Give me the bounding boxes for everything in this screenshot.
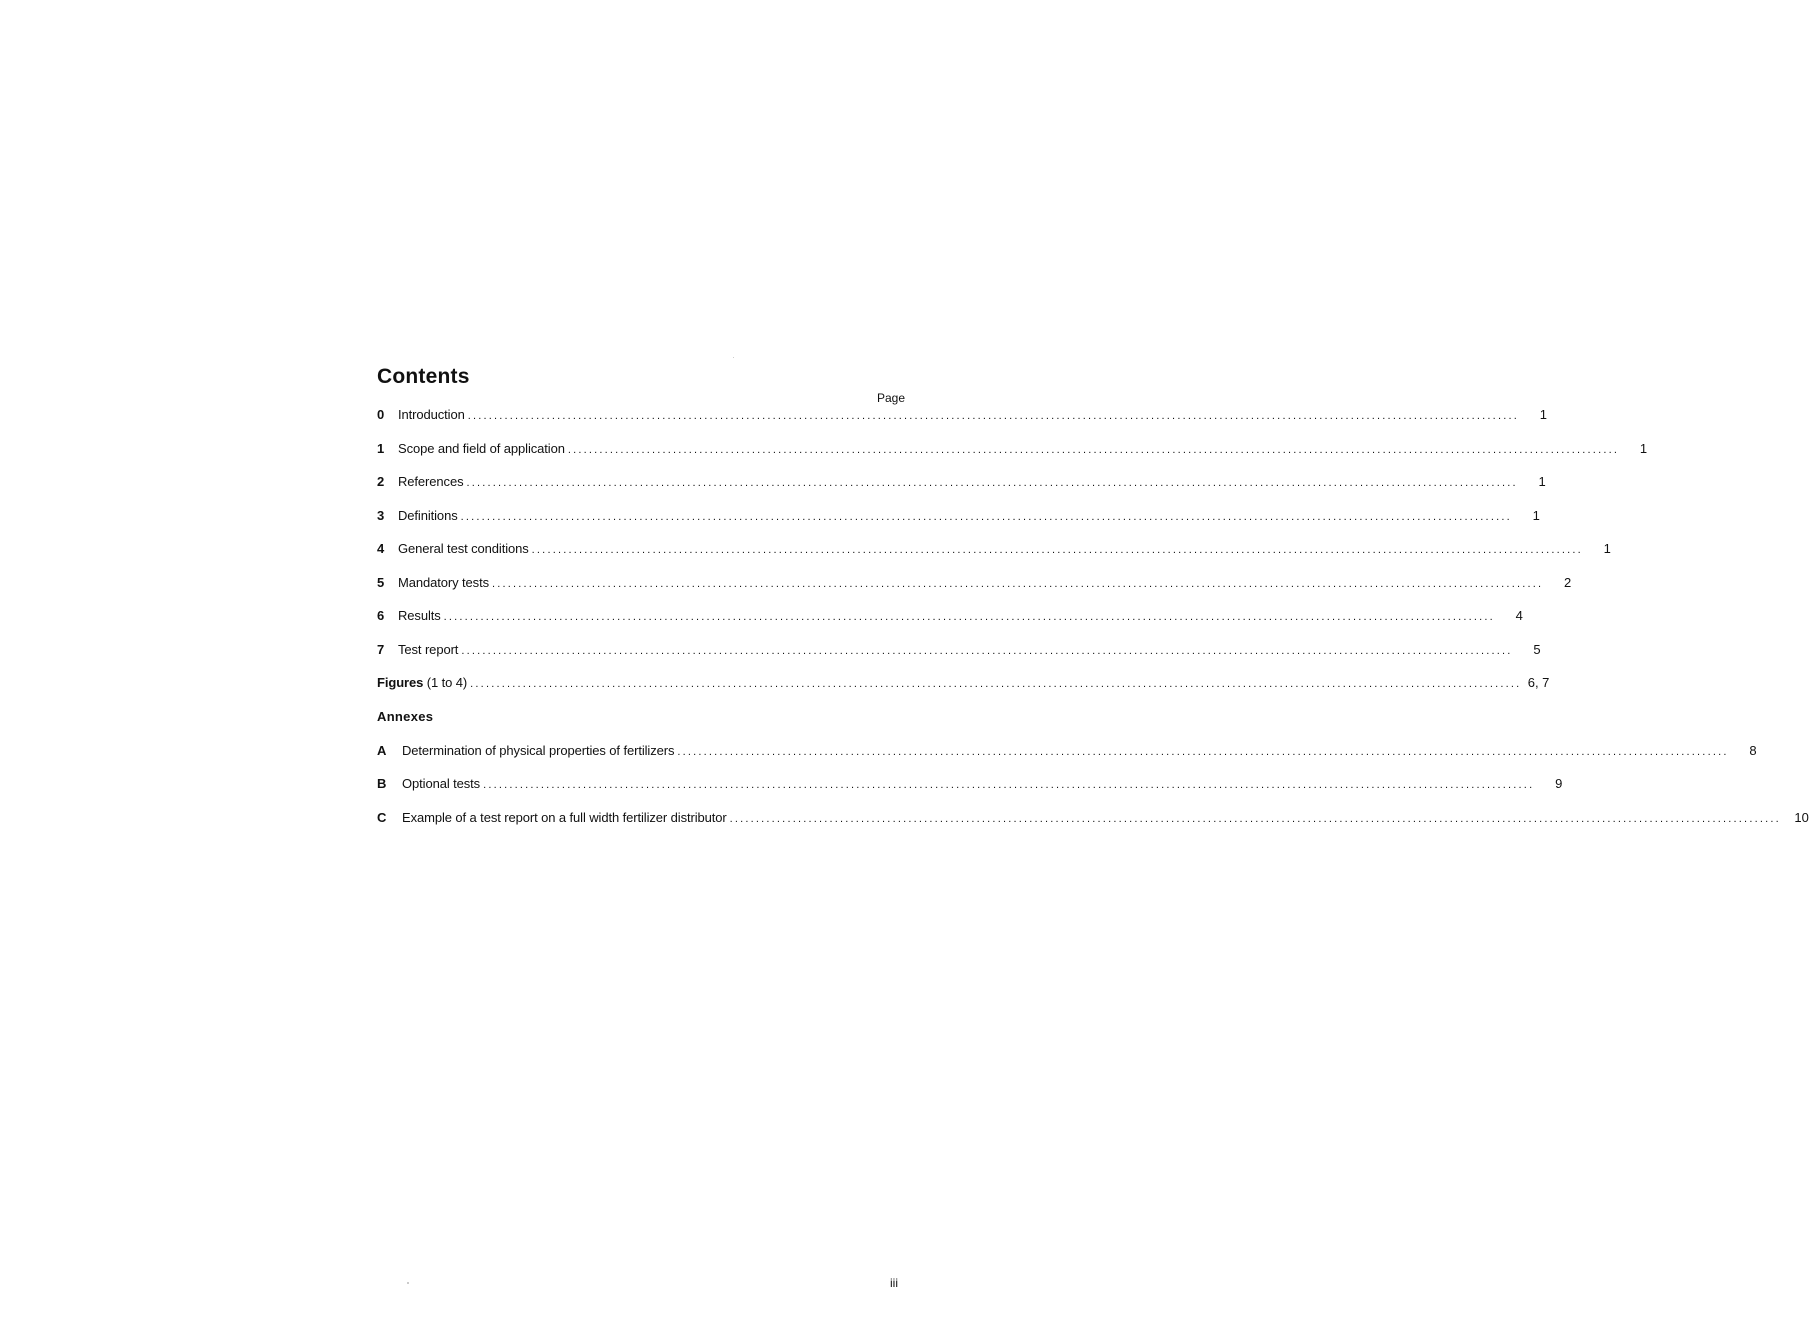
- toc-entry[interactable]: [377, 507, 1540, 542]
- toc-entry-label: Mandatory tests: [398, 574, 489, 590]
- dot-leader: ........................................................................................................................................................................................................: [492, 577, 1544, 590]
- toc-entry-page: 6, 7: [1527, 675, 1550, 690]
- annex-letter: B: [377, 776, 387, 791]
- dot-leader: ........................................................................................................................................................................................................: [460, 510, 1512, 523]
- figures-label-bold: Figures: [377, 675, 424, 690]
- dot-leader: ........................................................................................................................................................................................................: [729, 812, 1781, 825]
- annexes-heading: Annexes: [377, 708, 434, 724]
- toc-entry-label: Test report: [398, 641, 459, 657]
- dot-leader: ........................................................................................................................................................................................................: [483, 779, 1535, 791]
- annex-label: Optional tests: [402, 776, 481, 791]
- dot-leader: ........................................................................................................................................................................................................: [470, 678, 1522, 690]
- toc-entry[interactable]: [377, 440, 1648, 475]
- toc-entry-label: Scope and field of application: [398, 440, 565, 456]
- dot-leader: ........................................................................................................................................................................................................: [461, 644, 1513, 657]
- toc-entry-number: 0: [377, 407, 385, 422]
- dot-leader: ........................................................................................................................................................................................................: [567, 443, 1620, 456]
- toc-entry-figures[interactable]: [377, 675, 1550, 709]
- dot-leader: ........................................................................................................................................................................................................: [467, 410, 1519, 422]
- toc-entry-label: Introduction: [398, 407, 465, 422]
- scan-speck: [733, 357, 734, 358]
- scan-speck: [407, 1282, 409, 1284]
- toc-annex-entry[interactable]: [377, 809, 1809, 844]
- toc-entry-page: 9: [1555, 776, 1563, 791]
- toc-entry-number: 1: [377, 440, 385, 456]
- table-of-contents: [377, 364, 1809, 843]
- toc-entry[interactable]: [377, 541, 1611, 575]
- toc-entry-page: 1: [1538, 474, 1546, 489]
- toc-entry[interactable]: [377, 474, 1546, 508]
- toc-entry-number: 5: [377, 574, 385, 590]
- toc-entry-page: 8: [1749, 742, 1757, 758]
- toc-entry-label: Definitions: [398, 507, 458, 523]
- figures-label-range: (1 to 4): [426, 675, 468, 690]
- toc-entry-page: 1: [1532, 507, 1540, 523]
- toc-entry-label: General test conditions: [398, 541, 529, 556]
- dot-leader: ........................................................................................................................................................................................................: [466, 477, 1518, 489]
- toc-entry-page: 2: [1564, 574, 1572, 590]
- dot-leader: ........................................................................................................................................................................................................: [531, 544, 1583, 556]
- toc-entry-label: References: [398, 474, 464, 489]
- toc-entry-page: 10: [1794, 809, 1809, 825]
- page-column-header: Page: [876, 391, 905, 405]
- toc-entry[interactable]: [377, 407, 1547, 441]
- toc-entry-number: 4: [377, 541, 385, 556]
- toc-entry-page: 5: [1533, 641, 1541, 657]
- toc-annex-entry[interactable]: [377, 742, 1757, 777]
- dot-leader: ........................................................................................................................................................................................................: [443, 611, 1495, 623]
- annex-label: Example of a test report on a full width fertilizer distributor: [402, 809, 727, 825]
- toc-entry-number: 6: [377, 608, 385, 623]
- toc-entry[interactable]: [377, 574, 1572, 609]
- page-folio: iii: [890, 1276, 898, 1290]
- toc-entry-page: 1: [1603, 541, 1611, 556]
- toc-entry[interactable]: [377, 608, 1523, 642]
- toc-entry-number: 7: [377, 641, 385, 657]
- contents-title: Contents: [377, 365, 470, 388]
- toc-entry-page: 1: [1639, 440, 1648, 456]
- figures-label: [377, 675, 467, 691]
- dot-leader: ........................................................................................................................................................................................................: [677, 745, 1729, 758]
- annex-letter: A: [377, 742, 387, 758]
- toc-entry-number: 2: [377, 474, 385, 489]
- toc-annex-entry[interactable]: [377, 776, 1563, 810]
- toc-entry-label: Results: [398, 608, 441, 623]
- toc-entry-page: 4: [1515, 608, 1523, 623]
- annex-letter: C: [377, 809, 387, 825]
- toc-entry[interactable]: [377, 641, 1541, 676]
- toc-entry-page: 1: [1539, 407, 1547, 422]
- toc-entry-number: 3: [377, 507, 385, 523]
- annex-label: Determination of physical properties of fertilizers: [402, 742, 675, 758]
